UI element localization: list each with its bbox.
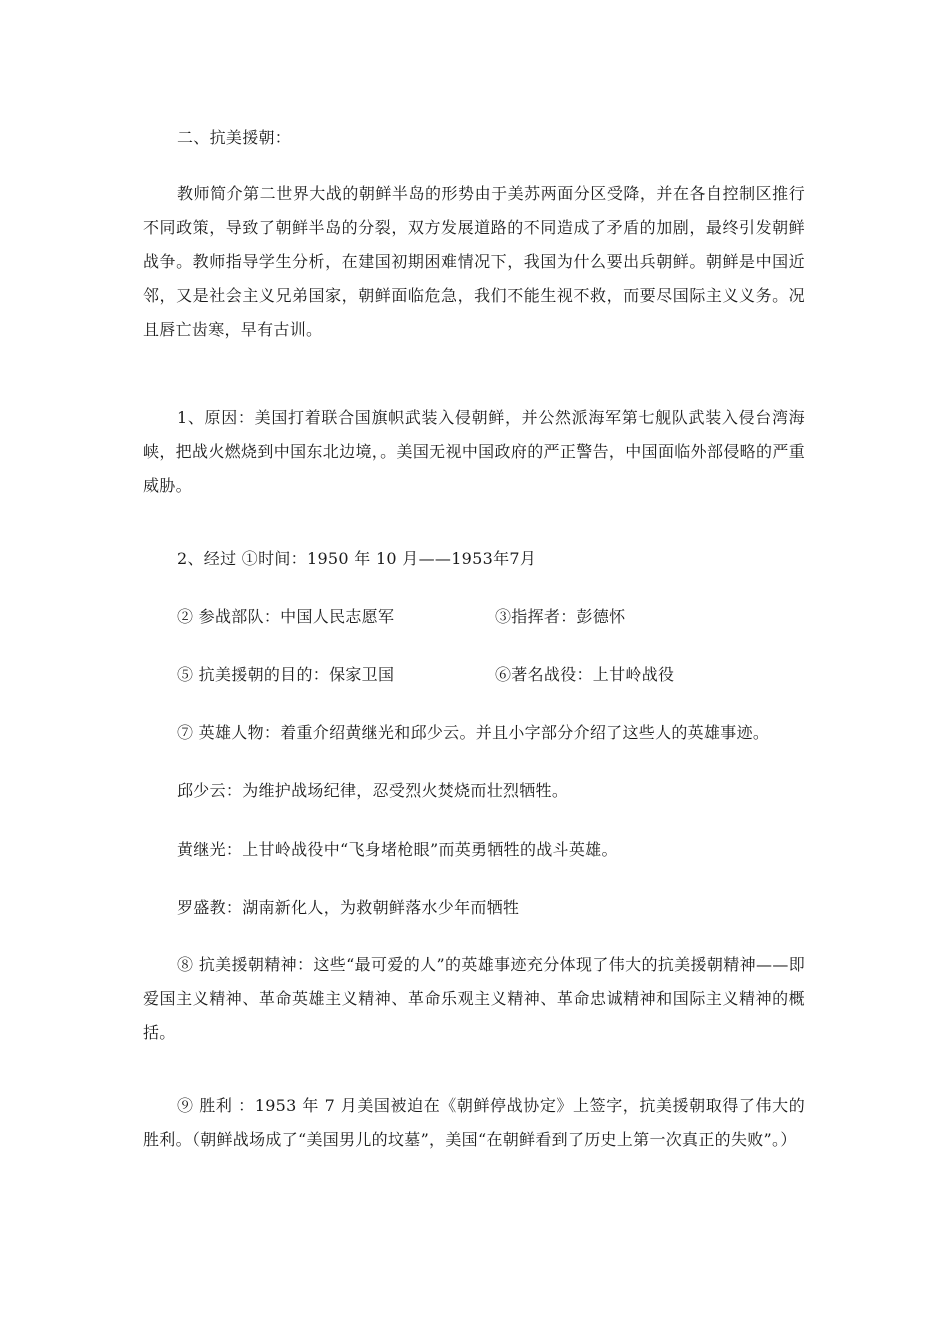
intro-paragraph: 教师简介第二世界大战的朝鲜半岛的形势由于美苏两面分区受降，并在各自控制区推行不同政策，导致了朝鲜半岛的分裂，双方发展道路的不同造成了矛盾的加剧，最终引发朝鲜战争。教师指导学生分析，在建国初期困难情况下，我国为什么要出兵朝鲜。朝鲜是中国近邻，又是社会主义兄弟国家，朝鲜面临危急，我们不能生视不救，而要尽国际主义义务。况且唇亡齿寒，早有古训。 <box>143 184 805 339</box>
troops-line: ② 参战部队：中国人民志愿军 <box>177 607 395 626</box>
process-time-line: 2、经过 ①时间：1950 年 10 月——1953年7月 <box>177 549 537 568</box>
huang-jiguang-line: 黄继光：上甘岭战役中“飞身堵枪眼”而英勇牺牲的战斗英雄。 <box>177 840 618 859</box>
heroes-line: ⑦ 英雄人物：着重介绍黄继光和邱少云。并且小字部分介绍了这些人的英雄事迹。 <box>177 723 770 742</box>
section-heading: 二、抗美援朝： <box>177 128 292 147</box>
purpose-line: ⑤ 抗美援朝的目的：保家卫国 <box>177 665 395 684</box>
spirit-paragraph: ⑧ 抗美援朝精神：这些“最可爱的人”的英雄事迹充分体现了伟大的抗美援朝精神——即爱国主义精神、革命英雄主义精神、革命乐观主义精神、革命忠诚精神和国际主义精神的概括。 <box>143 955 805 1042</box>
cause-paragraph: 1、原因：美国打着联合国旗帜武装入侵朝鲜，并公然派海军第七舰队武装入侵台湾海峡，把战火燃烧到中国东北边境，。美国无视中国政府的严正警告，中国面临外部侵略的严重威胁。 <box>143 408 805 495</box>
battle-line: ⑥著名战役：上甘岭战役 <box>495 665 675 684</box>
commander-line: ③指挥者：彭德怀 <box>495 607 626 626</box>
luo-shengjiao-line: 罗盛教：湖南新化人，为救朝鲜落水少年而牺牲 <box>177 898 520 917</box>
victory-paragraph: ⑨ 胜利 ：1953 年 7 月美国被迫在《朝鲜停战协定》上签字，抗美援朝取得了伟大的胜利。（朝鲜战场成了“美国男儿的坟墓”，美国“在朝鲜看到了历史上第一次真正的失败”。） <box>143 1096 805 1149</box>
qiu-shaoyun-line: 邱少云：为维护战场纪律，忍受烈火焚烧而壮烈牺牲。 <box>177 781 569 800</box>
